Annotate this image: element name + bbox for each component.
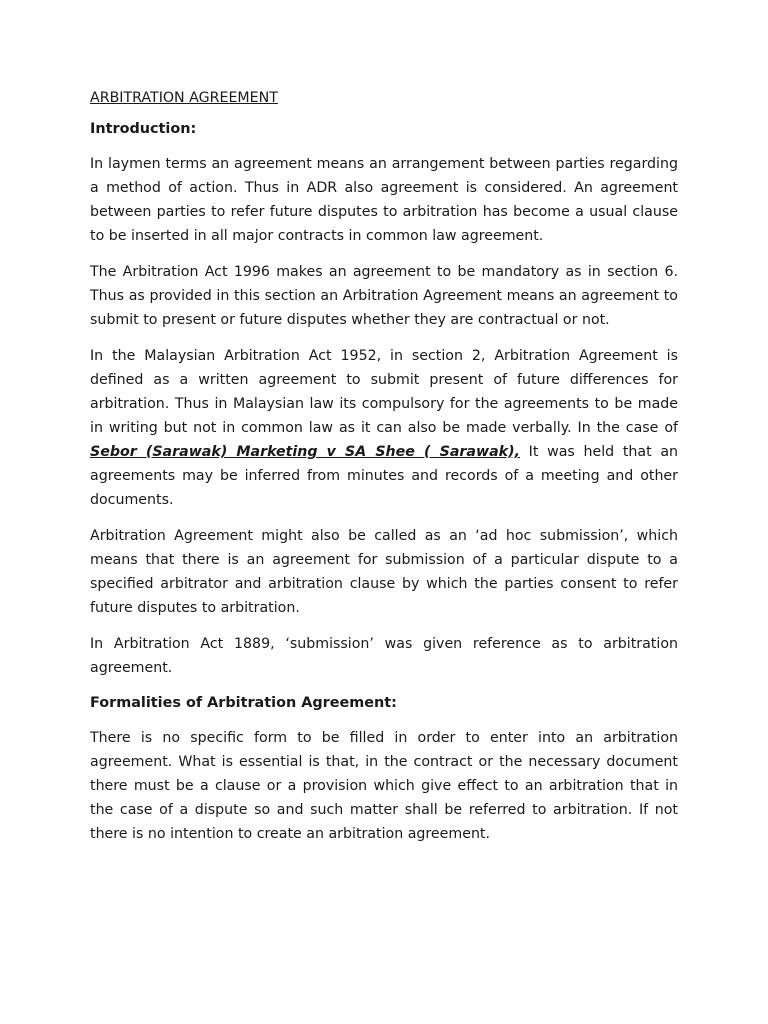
document-page [90, 88, 678, 858]
introduction-heading: Introduction: [90, 121, 197, 137]
introduction-paragraph-1: In laymen terms an agreement means an arrangement between parties regarding a method of action. Thus in ADR also agreement is considered. An agreement between parties to refer future disputes to arbitration has become a usual clause to be inserted in all major contracts in common law agreement. [90, 156, 678, 244]
introduction-paragraph-5: In Arbitration Act 1889, ‘submission’ was given reference as to arbitration agreement. [90, 636, 678, 676]
introduction-paragraph-4: Arbitration Agreement might also be called as an ‘ad hoc submission’, which means that there is an agreement for submission of a particular dispute to a specified arbitrator and arbitration clause by which the parties consent to refer future disputes to arbitration. [90, 528, 678, 616]
formalities-paragraph-1: There is no specific form to be filled in order to enter into an arbitration agreement. What is essential is that, in the contract or the necessary document there must be a clause or a provision which give effect to an arbitration that in the case of a dispute so and such matter shall be referred to arbitration. If not there is no intention to create an arbitration agreement. [90, 730, 678, 842]
formalities-heading: Formalities of Arbitration Agreement: [90, 695, 397, 711]
case-citation: Sebor (Sarawak) Marketing v SA Shee ( Sarawak), [90, 444, 520, 460]
introduction-paragraph-3 [90, 344, 678, 512]
document-title: ARBITRATION AGREEMENT [90, 90, 278, 106]
paragraph-3-text-after: It was held that an agreements may be inferred from minutes and records of a meeting and other documents. [90, 444, 679, 508]
introduction-paragraph-2: The Arbitration Act 1996 makes an agreement to be mandatory as in section 6. Thus as provided in this section an Arbitration Agreement means an agreement to submit to present or future disputes whether they are contractual or not. [90, 264, 678, 328]
paragraph-3-text-before: In the Malaysian Arbitration Act 1952, in section 2, Arbitration Agreement is defined as a written agreement to submit present of future differences for arbitration. Thus in Malaysian law its compulsory for the agreements to be made in writing but not in common law as it can also be made verbally. In the case of [90, 348, 678, 436]
